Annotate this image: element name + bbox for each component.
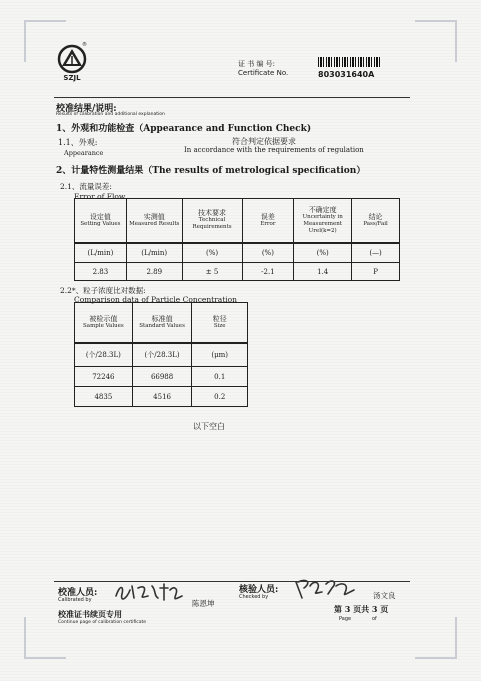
- flow-error-table: [74, 198, 400, 281]
- divider-top: [54, 97, 410, 98]
- corner-frame-bottom-right: [415, 617, 457, 659]
- header-measured-results: 实测值 Measured Results: [126, 199, 182, 243]
- page-label-en: Page: [339, 616, 352, 622]
- table-units-row: (个/28.3L) (个/28.3L) (μm): [75, 343, 248, 367]
- appearance-result-en: In accordance with the requirements of regulation: [184, 146, 364, 154]
- flow-error-label-en: Error of Flow: [74, 192, 126, 201]
- checker-signature-icon: [292, 576, 360, 600]
- particle-comparison-label: 2.2*、粒子浓度比对数据:: [60, 286, 146, 295]
- table-header-row: [75, 199, 400, 243]
- corner-frame-top-right: [415, 20, 457, 62]
- table-header-row: [75, 303, 248, 343]
- triangle-emblem-icon: [53, 44, 91, 74]
- header-standard-values: 标准值 Standard Values: [132, 303, 192, 343]
- results-title: 校准结果/说明:: [56, 104, 117, 114]
- header-sample-values: 被检示值 Sample Values: [75, 303, 133, 343]
- header-technical-requirements: 技术要求 Technical Requirements: [182, 199, 242, 243]
- registered-mark: ®: [82, 42, 87, 48]
- particle-concentration-table: [74, 302, 248, 407]
- results-title-en: Results of calibration and additional explanation: [56, 112, 165, 117]
- table-row: 4835 4516 0.2: [75, 387, 248, 407]
- table-row: 72246 66988 0.1: [75, 367, 248, 387]
- calibrator-signature-icon: [112, 580, 190, 604]
- certificate-number: 803031640A: [318, 70, 375, 79]
- header-size: 粒径 Size: [192, 303, 248, 343]
- appearance-result: 符合判定依据要求: [232, 137, 296, 146]
- of-label-en: of: [372, 616, 377, 622]
- calibrated-by-label-en: Calibrated by: [58, 597, 92, 603]
- header-error: 误差 Error: [242, 199, 294, 243]
- section-2-title: 2、计量特性测量结果（The results of metrological specification）: [56, 166, 366, 176]
- szjl-logo: [53, 44, 91, 88]
- header-setting-values: 设定值 Setting Values: [75, 199, 127, 243]
- appearance-label-en: Appearance: [64, 149, 104, 157]
- checker-name: 汤文良: [373, 591, 396, 600]
- header-pass-fail: 结论 Pass/Fail: [352, 199, 400, 243]
- page-number: 第 3 页共 3 页: [334, 604, 389, 614]
- flow-error-label: 2.1、流量误差:: [60, 182, 112, 191]
- logo-text: SZJL: [63, 74, 81, 82]
- calibrator-name: 陈恩坤: [192, 599, 215, 608]
- table-units-row: (L/min) (L/min) (%) (%) (%) (—): [75, 243, 400, 263]
- blank-below-note: 以下空白: [193, 422, 225, 431]
- checked-by-label: 核验人员:: [239, 585, 279, 595]
- barcode: [318, 57, 380, 67]
- checked-by-label-en: Checked by: [239, 594, 269, 600]
- certificate-number-label: 证 书 编 号: Certificate No.: [238, 60, 289, 77]
- table-row: 2.83 2.89 ± 5 -2.1 1.4 P: [75, 263, 400, 281]
- appearance-label: 1.1、外观:: [58, 138, 98, 147]
- calibrated-by-label: 校准人员:: [58, 588, 98, 598]
- continue-page-label: 校准证书续页专用: [58, 609, 122, 619]
- continue-page-label-en: Continue page of calibration certificate: [58, 620, 147, 625]
- section-1-title: 1、外观和功能检查（Appearance and Function Check): [56, 124, 312, 134]
- header-uncertainty: 不确定度 Uncertainty in Measurement Urel(k=2): [294, 199, 352, 243]
- particle-comparison-label-en: Comparison data of Particle Concentration: [74, 295, 238, 304]
